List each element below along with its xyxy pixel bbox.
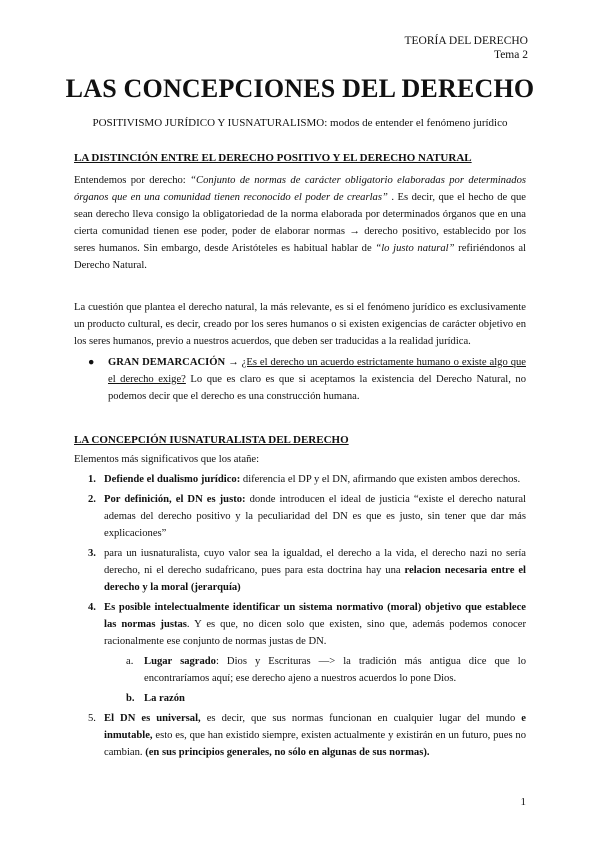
list-item: [74, 471, 526, 488]
document-subtitle: POSITIVISMO JURÍDICO Y IUSNATURALISMO: modos de entender el fenómeno jurídico: [92, 117, 508, 129]
page-header: [404, 34, 528, 62]
item-text: : Dios y Escrituras —> la tradición más antigua dice que lo encontraríamos aquí; ese derecho ajeno a nuestros acuerdos lo pone Dios.: [144, 656, 526, 684]
text-run: . Es decir, que el hecho de que sean derecho lleva consigo la obligatoriedad de la norma elaborada por determinados órganos que en una cierta comunidad tienen ese poder, poder de elaborar normas → derecho positivo, establecido por los seres humanos. Sin embargo, desde Aristóteles es habitual hablar de: [74, 192, 527, 254]
item-bold: Lugar sagrado: [144, 656, 216, 667]
item-text: diferencia el DP y el DN, afirmando que existen ambos derechos.: [240, 474, 521, 485]
section-heading: LA DISTINCIÓN ENTRE EL DERECHO POSITIVO Y EL DERECHO NATURAL: [74, 152, 472, 164]
topic-label: Tema 2: [493, 49, 528, 61]
item-text: esto es, que han existido siempre, existen actualmente y existirán en un futuro, pues no cambian.: [104, 730, 526, 758]
quote-text: “lo justo natural”: [375, 243, 455, 254]
sub-list-item: [74, 690, 526, 707]
bullet-dot-icon: ●: [88, 357, 95, 368]
list-item: [74, 599, 526, 650]
sub-list-letter: a.: [126, 656, 134, 667]
item-bold: El DN es universal,: [104, 713, 201, 724]
text-run: Entendemos por derecho:: [74, 175, 191, 186]
section-intro: Elementos más significativos que los atañe:: [74, 454, 260, 465]
item-bold: La razón: [144, 693, 185, 704]
sub-list-letter: b.: [126, 693, 135, 704]
bullet-item: [74, 354, 526, 405]
bullet-question: ¿Es el derecho un acuerdo estrictamente humano o existe algo que el derecho exige?: [108, 357, 526, 385]
item-bold: (en sus principios generales, no sólo en algunas de sus normas).: [145, 747, 430, 758]
item-bold: Por definición, el DN es justo:: [104, 494, 246, 505]
bullet-label: GRAN DEMARCACIÓN: [108, 357, 226, 368]
item-text: es decir, que sus normas funcionan en cualquier lugar del mundo: [200, 713, 522, 724]
section-distincion: [74, 150, 526, 405]
item-text: . Y es que, no dicen solo que existen, sino que, además podemos conocer racionalmente ese conjunto de normas justas de DN.: [104, 619, 526, 647]
arrow-glyph: →: [225, 357, 242, 368]
item-bold: relacion necesaria entre el derecho y la moral (jerarquía): [104, 565, 526, 593]
item-text: para un iusnaturalista, cuyo valor sea la igualdad, el derecho a la vida, el derecho nazi no sería derecho, ni el derecho sudafricano, pues para esta doctrina hay una: [104, 548, 526, 576]
course-name: TEORÍA DEL DERECHO: [404, 35, 528, 47]
list-number: 3.: [88, 548, 96, 559]
section-iusnaturalista: [74, 432, 526, 761]
list-item: [74, 491, 526, 542]
text-run: Lo que es claro es que si aceptamos la existencia del Derecho Natural, no podemos decir que el derecho es una construcción humana.: [108, 374, 526, 402]
list-number: 5.: [88, 713, 96, 724]
item-bold: e inmutable,: [104, 713, 526, 741]
list-number: 4.: [88, 602, 96, 613]
list-item: [74, 545, 526, 596]
item-bold: Defiende el dualismo jurídico:: [104, 474, 241, 485]
document-title: LAS CONCEPCIONES DEL DERECHO: [65, 74, 535, 103]
list-number: 1.: [88, 474, 96, 485]
list-number: 2.: [88, 494, 96, 505]
item-bold: Es posible intelectualmente identificar un sistema normativo (moral) objetivo que establece las normas justas: [104, 602, 526, 630]
list-item: [74, 710, 526, 761]
paragraph-definition: [74, 172, 526, 274]
page-number: 1: [520, 796, 526, 808]
paragraph-question: La cuestión que plantea el derecho natural, la más relevante, es si el fenómeno jurídico es exclusivamente un producto cultural, es decir, creado por los seres humanos o si existen exigencias de carácter objetivo en los seres humanos, previo a nuestros acuerdos, que deben ser traducidas a la realidad jurídica.: [74, 302, 526, 347]
sub-list-item: [74, 653, 526, 687]
section-heading: LA CONCEPCIÓN IUSNATURALISTA DEL DERECHO: [74, 434, 349, 446]
quote-text: “Conjunto de normas de carácter obligatorio elaboradas por determinados órganos que en una comunidad tienen reconocido el poder de crearlas”: [74, 175, 526, 203]
text-run: refiriéndonos al Derecho Natural.: [74, 243, 526, 271]
item-text: donde introducen el ideal de justicia “existe el derecho natural ademas del derecho positivo y la peculiaridad del DN es que es justo, sin tener que dar más explicaciones”: [104, 494, 526, 539]
